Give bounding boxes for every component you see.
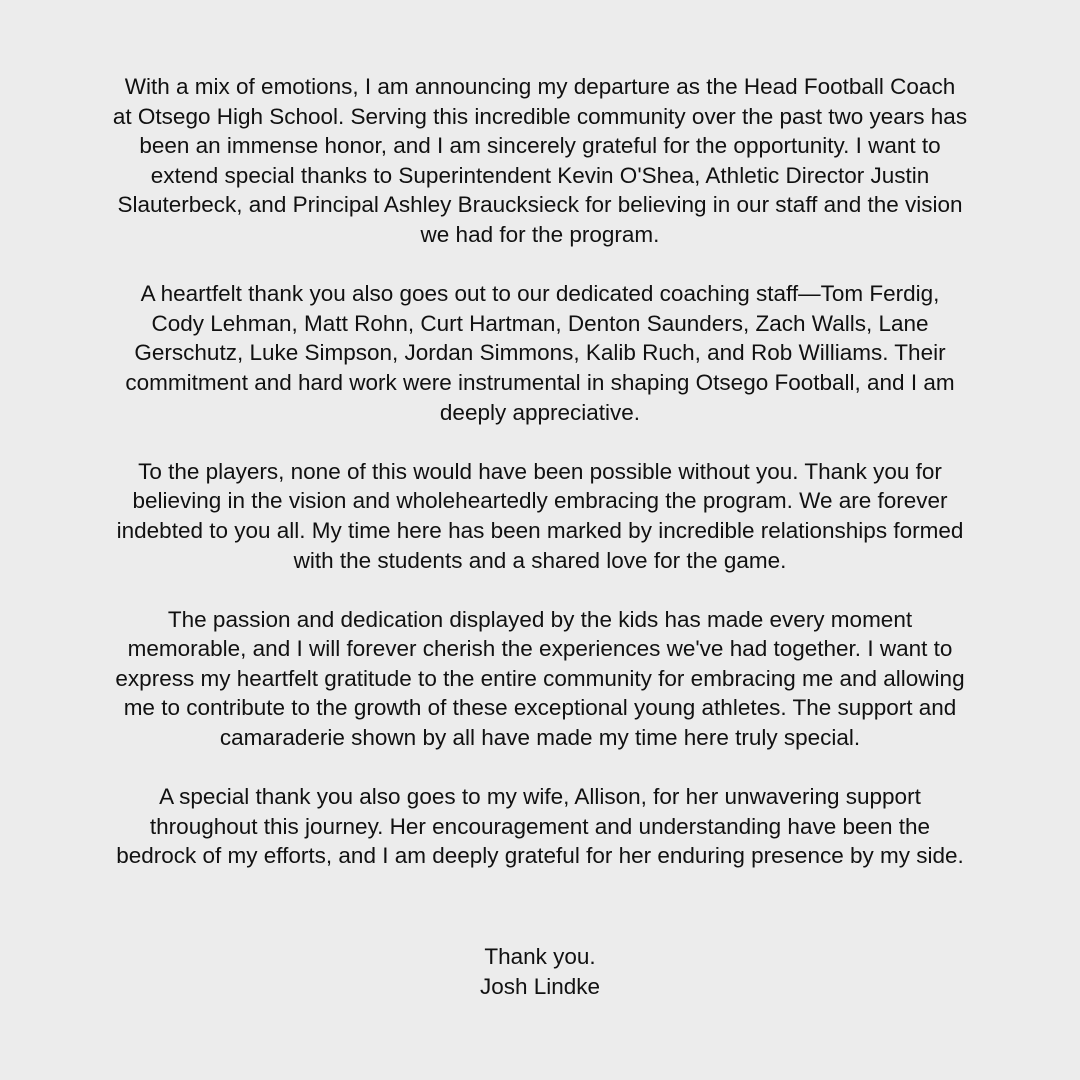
text-line: commitment and hard work were instrumental in shaping Otsego Football, and I am (125, 369, 955, 395)
text-line: Cody Lehman, Matt Rohn, Curt Hartman, Denton Saunders, Zach Walls, Lane (151, 310, 929, 336)
text-line: throughout this journey. Her encouragement and understanding have been the (149, 813, 931, 839)
text-line: Gerschutz, Luke Simpson, Jordan Simmons, Kalib Ruch, and Rob Williams. Their (134, 340, 946, 366)
text-line: indebted to you all. My time here has been marked by incredible relationships formed (116, 517, 964, 543)
text-line: With a mix of emotions, I am announcing my departure as the Head Football Coach (124, 74, 956, 99)
text-line: me to contribute to the growth of these exceptional young athletes. The support and (123, 695, 957, 721)
text-line: deeply appreciative. (439, 399, 641, 425)
signature-name: Josh Lindke (479, 973, 601, 999)
paragraph-players (50, 457, 1030, 575)
paragraph-community (50, 605, 1030, 753)
text-line: camaraderie shown by all have made my time here truly special. (219, 725, 861, 751)
text-line: believing in the vision and wholeheartedly embracing the program. We are forever (132, 488, 948, 514)
text-line: memorable, and I will forever cherish the experiences we've had together. I want to (127, 636, 953, 662)
text-line: we had for the program. (420, 221, 660, 247)
paragraph-coaching-staff (50, 279, 1030, 427)
text-line: extend special thanks to Superintendent Kevin O'Shea, Athletic Director Justin (150, 162, 930, 188)
text-line: Slauterbeck, and Principal Ashley Braucksieck for believing in our staff and the vision (117, 192, 963, 218)
text-line: A special thank you also goes to my wife, Allison, for her unwavering support (159, 784, 921, 810)
closing-block (50, 942, 1030, 1001)
text-line: To the players, none of this would have been possible without you. Thank you for (138, 458, 942, 484)
letter-body (50, 72, 1030, 901)
text-line: A heartfelt thank you also goes out to our dedicated coaching staff—Tom Ferdig, (140, 281, 940, 307)
text-line: bedrock of my efforts, and I am deeply grateful for her enduring presence by my side. (116, 843, 964, 869)
paragraph-wife (50, 782, 1030, 871)
text-line: The passion and dedication displayed by the kids has made every moment (167, 606, 913, 632)
text-line: at Otsego High School. Serving this incredible community over the past two years has (112, 103, 968, 129)
text-line: express my heartfelt gratitude to the entire community for embracing me and allowing (115, 665, 965, 691)
text-line: been an immense honor, and I am sincerely grateful for the opportunity. I want to (139, 133, 941, 159)
closing-thanks: Thank you. (484, 944, 596, 969)
paragraph-departure (50, 72, 1030, 250)
text-line: with the students and a shared love for the game. (293, 547, 787, 573)
